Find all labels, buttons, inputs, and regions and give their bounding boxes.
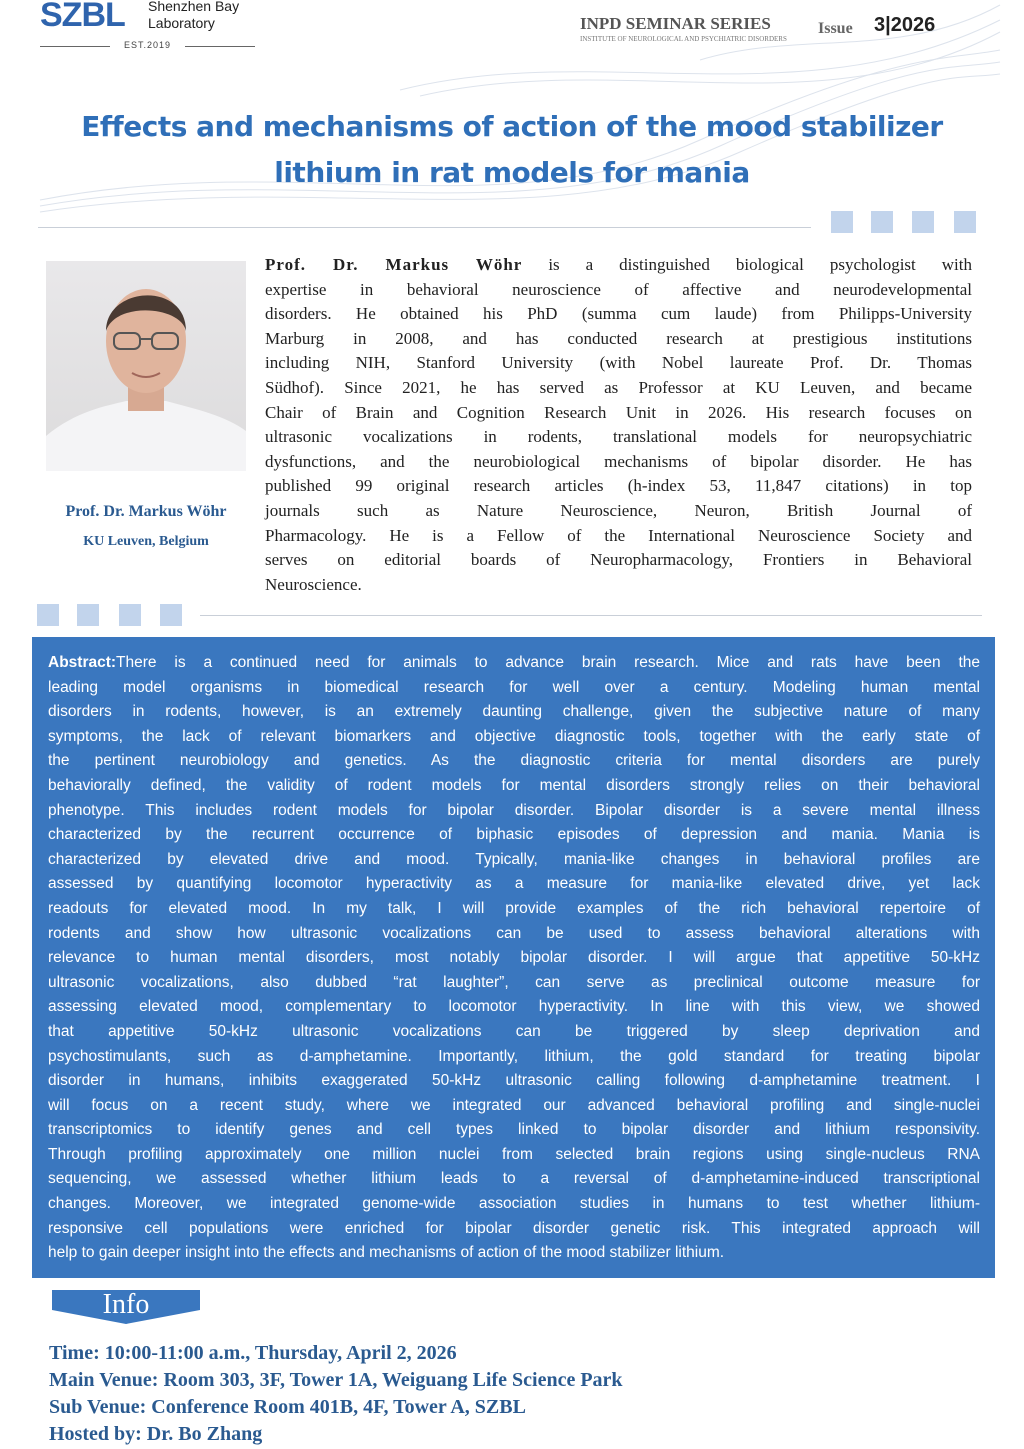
decor-square [160,604,182,626]
page-title [40,104,984,196]
bio-line: Südhof). Since 2021, he has served as Professor at KU Leuven, and became [265,377,972,397]
abstract-line: characterized by the recurrent occurrence of biphasic episodes of depression and mania. Mania is [48,826,980,844]
logo-mark: SZBL [40,0,125,34]
divider [38,227,811,228]
bio-line: journals such as Nature Neuroscience, Neuron, British Journal of [265,500,972,520]
abstract-line: transcriptomics to identify genes and cell types linked to bipolar disorder and lithium responsivity. [48,1121,980,1139]
bio-lead: Prof. Dr. Markus Wöhr [265,255,523,274]
abstract-line: Through profiling approximately one million nuclei from selected brain regions using single-nucleus RNA [48,1145,980,1163]
logo-est: EST.2019 [40,40,255,50]
logo-line1: Shenzhen Bay [148,0,240,14]
decor-square [119,604,141,626]
abstract-line: behaviorally defined, the validity of rodent models for mental disorders strongly relies on their behavioral [48,776,980,794]
abstract-line: rodents and show how ultrasonic vocalizations can be used to assess behavioral alterations with [48,924,980,942]
issue-number: 3|2026 [874,14,936,36]
bio-line: Marburg in 2008, and has conducted research at prestigious institutions [265,328,972,348]
decor-square [831,211,853,233]
abstract-line: responsive cell populations were enriched for bipolar disorder genetic risk. This integrated approach will [48,1219,980,1237]
abstract-line: that appetitive 50-kHz ultrasonic vocalizations can be triggered by sleep deprivation and [48,1022,980,1040]
abstract-line: ultrasonic vocalizations, also dubbed “rat laughter”, can serve as preclinical outcome measure for [48,973,980,991]
bio-line: Prof. Dr. Markus Wöhr is a distinguished biological psychologist with [265,255,972,274]
decor-square [912,211,934,233]
abstract-line: symptoms, the lack of relevant biomarkers and objective diagnostic tools, together with the early state of [48,727,980,745]
decor-square [954,211,976,233]
abstract-text [48,651,980,1266]
bio-line: Pharmacology. He is a Fellow of the International Neuroscience Society and [265,525,972,545]
decor-square [871,211,893,233]
abstract-line: characterized by elevated drive and mood. Typically, mania-like changes in behavioral profiles are [48,850,980,868]
bio-line: Chair of Brain and Cognition Research Unit in 2026. His research focuses on [265,402,972,422]
title-line-1: Effects and mechanisms of action of the mood stabilizer [81,110,943,143]
speaker-photo [46,261,246,471]
speaker-bio [265,253,972,597]
abstract-line: sequencing, we assessed whether lithium leads to a reversal of d-amphetamine-induced transcriptional [48,1170,980,1188]
bio-line: disorders. He obtained his PhD (summa cum laude) from Philipps-University [265,304,972,324]
abstract-line: help to gain deeper insight into the effects and mechanisms of action of the mood stabilizer lithium. [48,1244,725,1262]
abstract-line: will focus on a recent study, where we integrated our advanced behavioral profiling and single-nuclei [48,1096,980,1114]
bio-line: dysfunctions, and the neurobiological mechanisms of bipolar disorder. He has [265,451,972,471]
event-time: Time: 10:00-11:00 a.m., Thursday, April 2, 2026 [49,1342,457,1364]
series-title: INPD SEMINAR SERIES [580,14,771,33]
speaker-name: Prof. Dr. Markus Wöhr [65,503,227,520]
abstract-line: the pertinent neurobiology and genetics. As the diagnostic criteria for mental disorders are purely [48,752,980,770]
event-info [49,1340,623,1448]
event-host: Hosted by: Dr. Bo Zhang [49,1423,263,1445]
speaker-affiliation: KU Leuven, Belgium [83,534,209,549]
event-sub-venue: Sub Venue: Conference Room 401B, 4F, Tower A, SZBL [49,1396,526,1418]
divider [200,615,982,616]
issue-label: Issue [818,20,853,37]
abstract-lead: Abstract: [48,654,117,671]
title-line-2: lithium in rat models for mania [274,156,750,189]
event-main-venue: Main Venue: Room 303, 3F, Tower 1A, Weiguang Life Science Park [49,1369,623,1391]
logo-line2: Laboratory [148,15,215,31]
abstract-line: relevance to human mental disorders, most notably bipolar disorder. I will argue that appetitive 50-kHz [48,949,980,967]
abstract-line: leading model organisms in biomedical research for well over a century. Modeling human mental [48,678,980,696]
szbl-logo [40,0,255,50]
bio-line: including NIH, Stanford University (with Nobel laureate Prof. Dr. Thomas [265,353,972,373]
logo-text [148,0,239,32]
bio-line: published 99 original research articles (h-index 53, 11,847 citations) in top [265,476,972,496]
bio-line: serves on editorial boards of Neuropharmacology, Frontiers in Behavioral [265,550,972,570]
abstract-line: readouts for elevated mood. In my talk, I will provide examples of the rich behavioral repertoire of [48,899,980,917]
bio-line: ultrasonic vocalizations in rodents, translational models for neuropsychiatric [265,427,972,447]
abstract-line: assessed by quantifying locomotor hyperactivity as a measure for mania-like elevated drive, yet lack [48,875,980,893]
abstract-line: disorder in humans, inhibits exaggerated 50-kHz ultrasonic calling following d-amphetamine treatment. I [48,1072,980,1090]
abstract-line: assessing elevated mood, complementary to locomotor hyperactivity. In line with this view, we showed [48,998,980,1016]
abstract-line: phenotype. This includes rodent models for bipolar disorder. Bipolar disorder is a severe mental illness [48,801,980,819]
abstract-line: disorders in rodents, however, is an extremely daunting challenge, given the subjective nature of many [48,703,980,721]
decor-square [37,604,59,626]
bio-line: expertise in behavioral neuroscience of affective and neurodevelopmental [265,279,972,299]
abstract-line: Abstract:There is a continued need for animals to advance brain research. Mice and rats have been the [48,654,980,671]
series-subtitle: INSTITUTE OF NEUROLOGICAL AND PSYCHIATRIC DISORDERS [580,35,787,43]
info-heading: Info [102,1289,150,1320]
abstract-line: changes. Moreover, we integrated genome-wide association studies in humans to test whether lithium- [48,1195,980,1213]
bio-line: Neuroscience. [265,574,362,594]
decor-square [77,604,99,626]
abstract-line: psychostimulants, such as d-amphetamine. Importantly, lithium, the gold standard for treating bipolar [48,1047,980,1065]
